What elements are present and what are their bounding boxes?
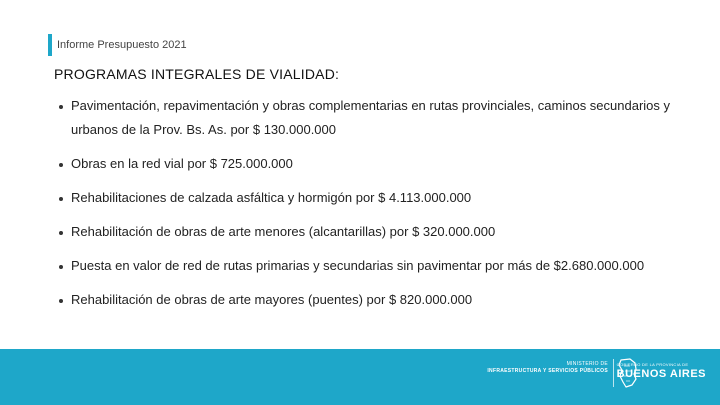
program-item-puentes: Rehabilitación de obras de arte mayores (puentes) por $ 820.000.000 bbox=[58, 288, 710, 312]
footer-divider bbox=[613, 359, 614, 387]
ministry-line1: MINISTERIO DE bbox=[566, 361, 608, 367]
program-item-pavimentacion: Pavimentación, repavimentación y obras complementarias en rutas provinciales, caminos secundarios y urbanos de la Prov. Bs. As. por $ 130.000.000 bbox=[58, 94, 710, 142]
program-item-red-vial: Obras en la red vial por $ 725.000.000 bbox=[58, 152, 710, 176]
ministry-logo bbox=[487, 361, 608, 375]
government-line: GOBIERNO DE LA PROVINCIA DE bbox=[616, 362, 689, 367]
report-label: Informe Presupuesto 2021 bbox=[57, 39, 187, 51]
footer-band bbox=[0, 349, 720, 405]
program-list bbox=[58, 94, 710, 322]
report-header bbox=[48, 34, 187, 56]
header-accent-bar bbox=[48, 34, 52, 56]
province-name: BUENOS AIRES bbox=[616, 368, 706, 380]
ministry-line2: INFRAESTRUCTURA Y SERVICIOS PÚBLICOS bbox=[487, 368, 608, 374]
program-item-calzada: Rehabilitaciones de calzada asfáltica y hormigón por $ 4.113.000.000 bbox=[58, 186, 710, 210]
program-item-alcantarillas: Rehabilitación de obras de arte menores (alcantarillas) por $ 320.000.000 bbox=[58, 220, 710, 244]
program-item-rutas-sin-pavimentar: Puesta en valor de red de rutas primarias y secundarias sin pavimentar por más de $2.680.000.000 bbox=[58, 254, 710, 278]
province-logo bbox=[617, 362, 706, 380]
section-title: PROGRAMAS INTEGRALES DE VIALIDAD: bbox=[54, 66, 340, 82]
